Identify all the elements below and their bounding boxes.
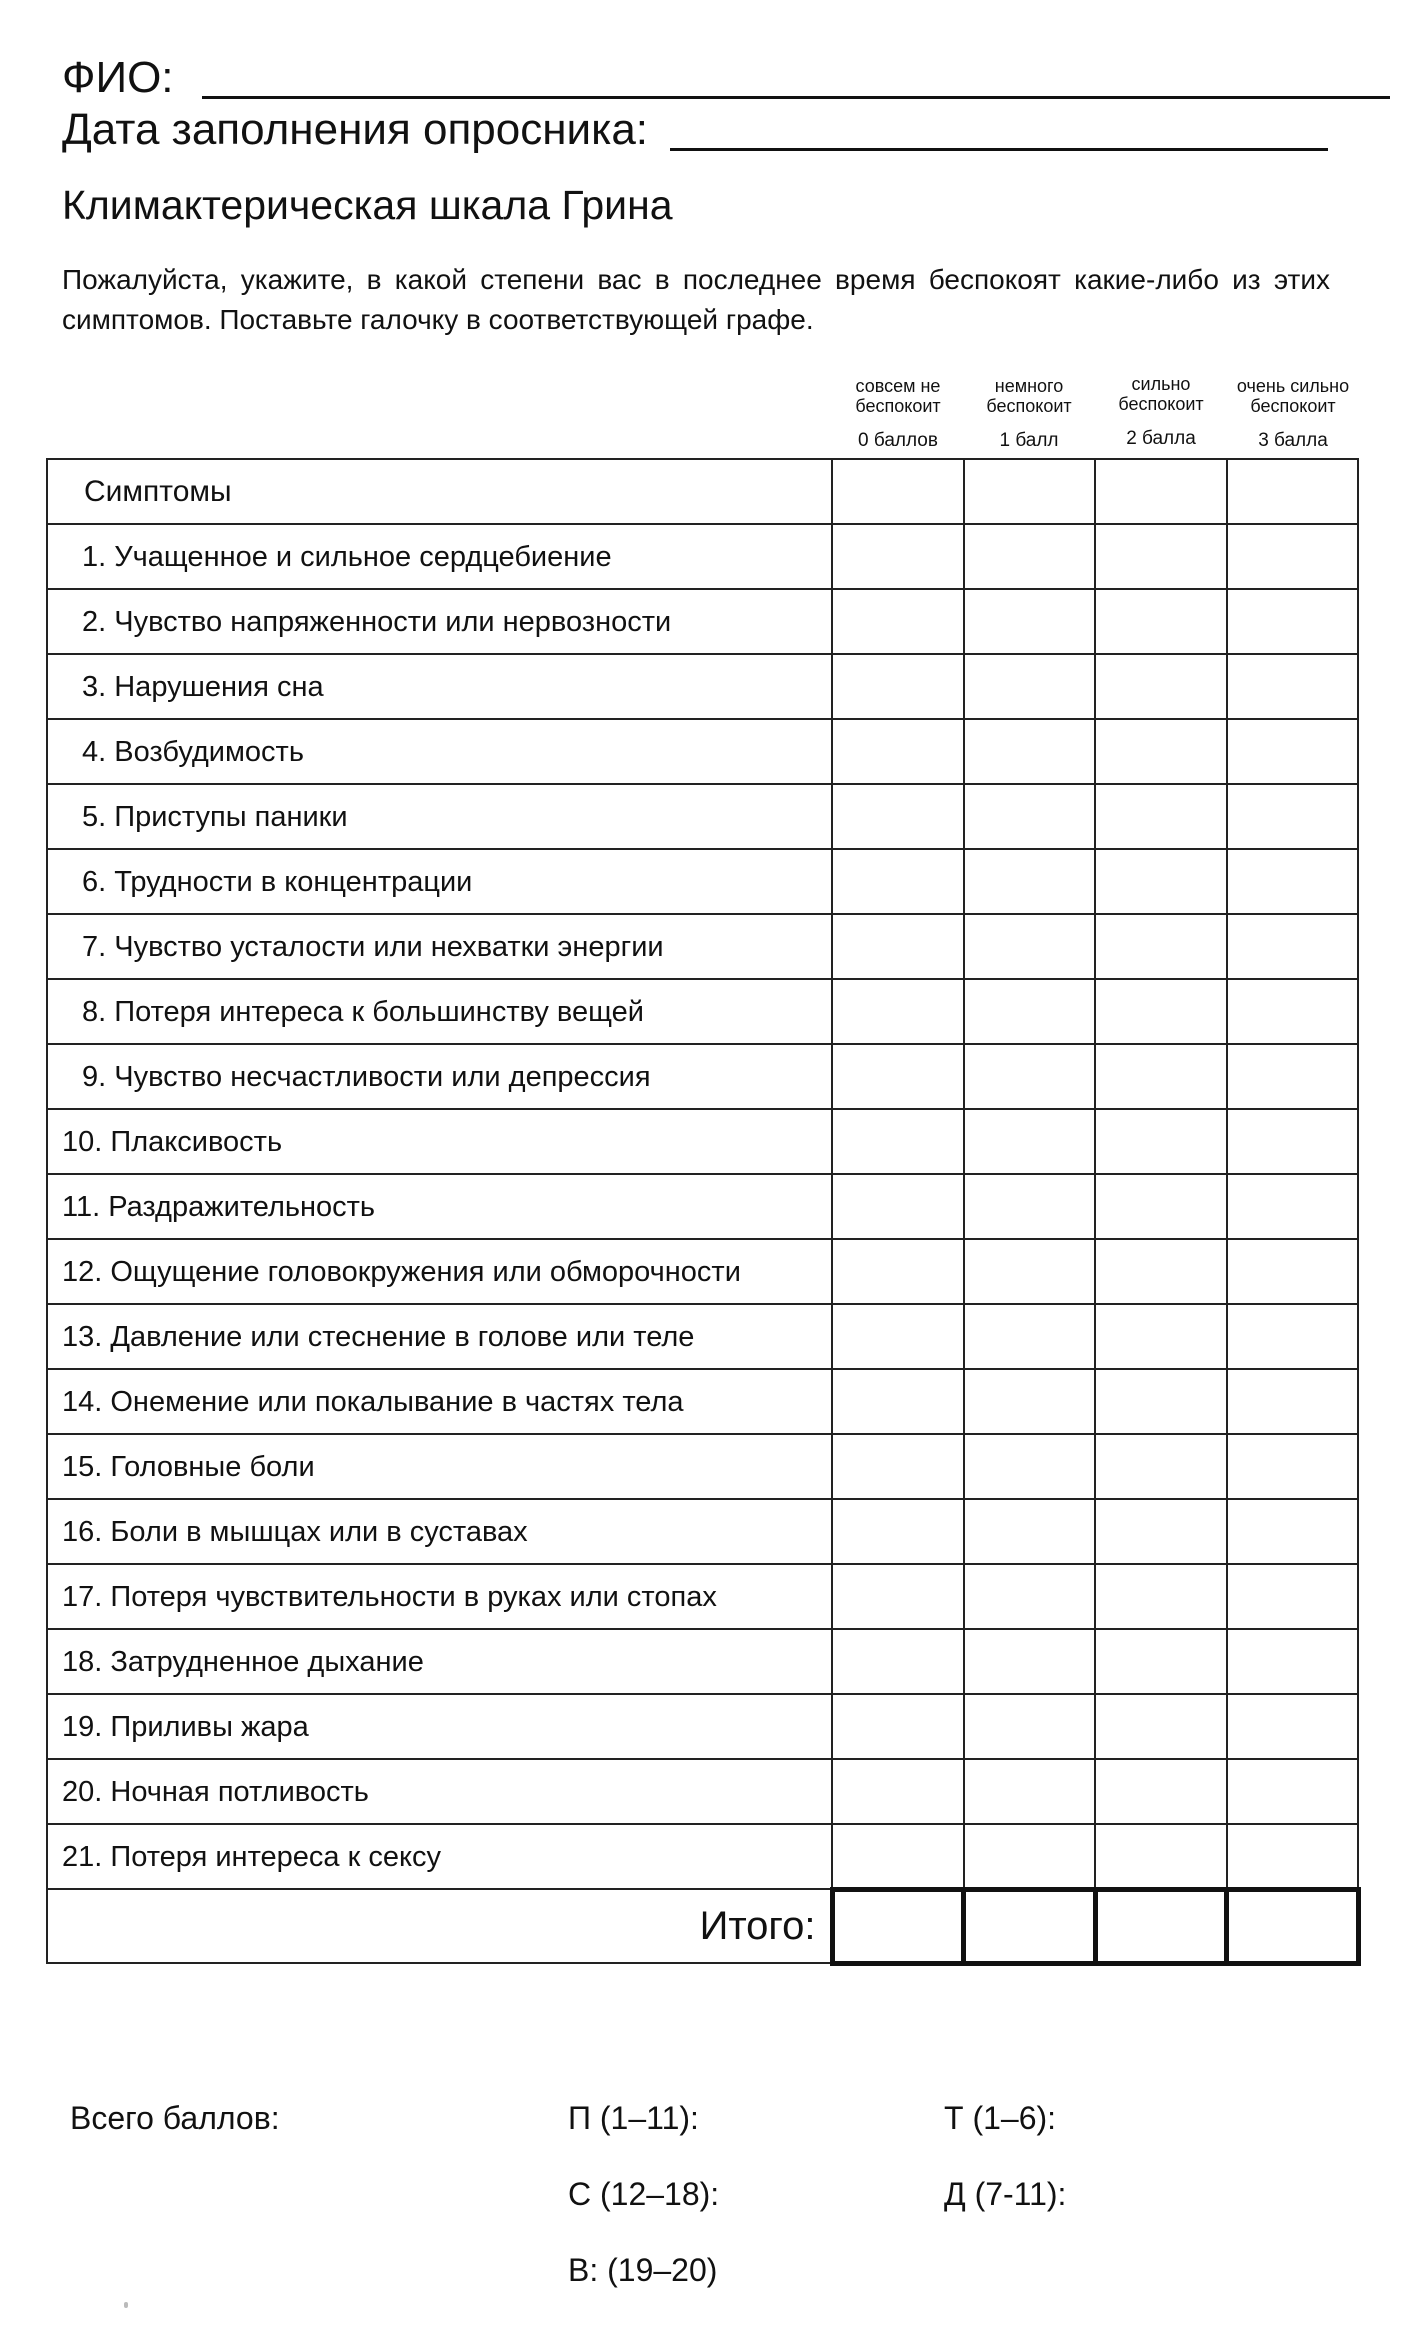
column-header-0 [832, 376, 964, 452]
answer-box-3[interactable] [1227, 1694, 1359, 1759]
table-row [47, 1174, 1358, 1239]
answer-box-0[interactable] [832, 1434, 964, 1499]
answer-box-3[interactable] [1227, 1369, 1359, 1434]
table-row [47, 1694, 1358, 1759]
answer-box-0[interactable] [832, 654, 964, 719]
total-box-2[interactable] [1095, 1889, 1227, 1963]
answer-box-1[interactable] [964, 979, 1096, 1044]
symptom-label: 21. Потеря интереса к сексу [47, 1824, 832, 1889]
symptom-label: 15. Головные боли [47, 1434, 832, 1499]
answer-box-0[interactable] [832, 1759, 964, 1824]
symptom-label: 16. Боли в мышцах или в суставах [47, 1499, 832, 1564]
symptom-label: 12. Ощущение головокружения или обморочности [47, 1239, 832, 1304]
answer-box-0[interactable] [832, 1369, 964, 1434]
fio-label: ФИО: [62, 53, 174, 102]
answer-box-2[interactable] [1095, 914, 1227, 979]
answer-box-2[interactable] [1095, 1824, 1227, 1889]
answer-box-2[interactable] [1095, 979, 1227, 1044]
column-header-1 [963, 376, 1095, 452]
answer-box-0[interactable] [832, 849, 964, 914]
table-row [47, 524, 1358, 589]
answer-box-3[interactable] [1227, 1109, 1359, 1174]
answer-box-1[interactable] [964, 1759, 1096, 1824]
answer-box-2[interactable] [1095, 1434, 1227, 1499]
answer-box-1[interactable] [964, 1369, 1096, 1434]
fio-field[interactable] [62, 52, 174, 104]
header-box [1095, 459, 1227, 524]
symptom-label: 11. Раздражительность [47, 1174, 832, 1239]
answer-box-1[interactable] [964, 589, 1096, 654]
answer-box-1[interactable] [964, 1694, 1096, 1759]
answer-box-2[interactable] [1095, 1369, 1227, 1434]
symptom-label: 14. Онемение или покалывание в частях тела [47, 1369, 832, 1434]
answer-box-3[interactable] [1227, 1174, 1359, 1239]
column-label-3: очень сильно беспокоит [1236, 376, 1350, 416]
column-label-0: совсем не беспокоит [855, 376, 941, 416]
answer-box-1[interactable] [964, 719, 1096, 784]
answer-box-0[interactable] [832, 979, 964, 1044]
answer-box-1[interactable] [964, 1304, 1096, 1369]
answer-box-3[interactable] [1227, 1304, 1359, 1369]
answer-box-0[interactable] [832, 1174, 964, 1239]
answer-box-3[interactable] [1227, 1239, 1359, 1304]
symptom-label: 2. Чувство напряженности или нервозности [47, 589, 832, 654]
symptom-label: 20. Ночная потливость [47, 1759, 832, 1824]
answer-box-0[interactable] [832, 719, 964, 784]
table-header-row [47, 459, 1358, 524]
answer-box-0[interactable] [832, 1109, 964, 1174]
symptom-label: 4. Возбудимость [47, 719, 832, 784]
symptoms-header: Симптомы [47, 459, 832, 524]
column-score-0: 0 баллов [858, 430, 938, 451]
answer-box-1[interactable] [964, 1239, 1096, 1304]
answer-box-1[interactable] [964, 1499, 1096, 1564]
table-row [47, 1304, 1358, 1369]
header-box [832, 459, 964, 524]
column-label-2: сильно беспокоит [1118, 374, 1204, 414]
symptom-label: 6. Трудности в концентрации [47, 849, 832, 914]
form-title: Климактерическая шкала Грина [62, 182, 673, 228]
total-box-1[interactable] [964, 1889, 1096, 1963]
answer-box-2[interactable] [1095, 1109, 1227, 1174]
symptom-table [46, 458, 1361, 1966]
column-header-3 [1227, 376, 1359, 452]
answer-box-1[interactable] [964, 784, 1096, 849]
symptom-label: 5. Приступы паники [47, 784, 832, 849]
answer-box-0[interactable] [832, 1044, 964, 1109]
column-label-1: немного беспокоит [986, 376, 1072, 416]
table-row [47, 1109, 1358, 1174]
answer-box-2[interactable] [1095, 1694, 1227, 1759]
answer-box-2[interactable] [1095, 1044, 1227, 1109]
answer-box-1[interactable] [964, 1629, 1096, 1694]
answer-box-2[interactable] [1095, 589, 1227, 654]
answer-box-3[interactable] [1227, 1499, 1359, 1564]
answer-box-3[interactable] [1227, 914, 1359, 979]
symptom-label: 7. Чувство усталости или нехватки энергии [47, 914, 832, 979]
column-header-2 [1095, 376, 1227, 450]
table-row [47, 654, 1358, 719]
answer-box-1[interactable] [964, 849, 1096, 914]
answer-box-1[interactable] [964, 914, 1096, 979]
table-row [47, 1824, 1358, 1889]
answer-box-0[interactable] [832, 1304, 964, 1369]
answer-box-1[interactable] [964, 1564, 1096, 1629]
answer-box-0[interactable] [832, 1694, 964, 1759]
column-score-2: 2 балла [1126, 428, 1196, 449]
answer-box-3[interactable] [1227, 589, 1359, 654]
table-row [47, 1434, 1358, 1499]
table-row [47, 1369, 1358, 1434]
answer-box-3[interactable] [1227, 979, 1359, 1044]
symptom-label: 17. Потеря чувствительности в руках или стопах [47, 1564, 832, 1629]
answer-box-2[interactable] [1095, 1564, 1227, 1629]
answer-box-2[interactable] [1095, 1174, 1227, 1239]
answer-box-2[interactable] [1095, 1499, 1227, 1564]
answer-box-2[interactable] [1095, 1304, 1227, 1369]
symptom-label: 1. Учащенное и сильное сердцебиение [47, 524, 832, 589]
symptom-label: 18. Затрудненное дыхание [47, 1629, 832, 1694]
answer-box-0[interactable] [832, 524, 964, 589]
answer-box-1[interactable] [964, 524, 1096, 589]
table-row [47, 979, 1358, 1044]
answer-box-3[interactable] [1227, 1759, 1359, 1824]
answer-box-2[interactable] [1095, 784, 1227, 849]
intro-text: Пожалуйста, укажите, в какой степени вас в последнее время беспокоят какие-либо из этих симптомов. Поставьте галочку в соответствующей графе. [62, 264, 1330, 335]
answer-box-3[interactable] [1227, 524, 1359, 589]
s-subscale-label: С (12–18): [568, 2176, 720, 2212]
answer-box-2[interactable] [1095, 654, 1227, 719]
answer-box-3[interactable] [1227, 849, 1359, 914]
symptom-label: 13. Давление или стеснение в голове или теле [47, 1304, 832, 1369]
answer-box-1[interactable] [964, 1434, 1096, 1499]
answer-box-0[interactable] [832, 1629, 964, 1694]
answer-box-2[interactable] [1095, 849, 1227, 914]
answer-box-1[interactable] [964, 1109, 1096, 1174]
table-row [47, 849, 1358, 914]
header-box [964, 459, 1096, 524]
answer-box-0[interactable] [832, 589, 964, 654]
symptom-label: 19. Приливы жара [47, 1694, 832, 1759]
answer-box-2[interactable] [1095, 1629, 1227, 1694]
table-row [47, 1759, 1358, 1824]
p-subscale-label: П (1–11): [568, 2100, 699, 2136]
column-score-3: 3 балла [1258, 430, 1328, 451]
answer-box-0[interactable] [832, 1564, 964, 1629]
date-underline [670, 148, 1328, 151]
symptom-label: 10. Плаксивость [47, 1109, 832, 1174]
answer-box-3[interactable] [1227, 654, 1359, 719]
answer-box-3[interactable] [1227, 1044, 1359, 1109]
answer-box-0[interactable] [832, 1499, 964, 1564]
answer-box-0[interactable] [832, 1824, 964, 1889]
answer-box-1[interactable] [964, 1824, 1096, 1889]
answer-box-3[interactable] [1227, 784, 1359, 849]
date-field[interactable] [62, 104, 648, 156]
symptom-label: 3. Нарушения сна [47, 654, 832, 719]
answer-box-1[interactable] [964, 1174, 1096, 1239]
header-box [1227, 459, 1359, 524]
total-row [47, 1889, 1358, 1963]
table-row [47, 914, 1358, 979]
t-subscale-label: Т (1–6): [944, 2100, 1057, 2136]
total-label: Итого: [47, 1889, 832, 1963]
answer-box-3[interactable] [1227, 1629, 1359, 1694]
table-row [47, 784, 1358, 849]
table-row [47, 719, 1358, 784]
answer-box-2[interactable] [1095, 524, 1227, 589]
answer-box-2[interactable] [1095, 1239, 1227, 1304]
answer-box-0[interactable] [832, 914, 964, 979]
answer-box-2[interactable] [1095, 719, 1227, 784]
column-score-1: 1 балл [999, 430, 1059, 451]
answer-box-1[interactable] [964, 1044, 1096, 1109]
fio-underline [202, 96, 1390, 99]
table-row [47, 589, 1358, 654]
page-mark [124, 2302, 128, 2308]
table-row [47, 1499, 1358, 1564]
total-box-3[interactable] [1227, 1889, 1359, 1963]
table-row [47, 1629, 1358, 1694]
total-box-0[interactable] [832, 1889, 964, 1963]
total-score-label: Всего баллов: [70, 2100, 280, 2136]
v-subscale-label: В: (19–20) [568, 2252, 718, 2288]
answer-box-3[interactable] [1227, 1434, 1359, 1499]
symptom-label: 8. Потеря интереса к большинству вещей [47, 979, 832, 1044]
answer-box-3[interactable] [1227, 719, 1359, 784]
d-subscale-label: Д (7-11): [944, 2176, 1067, 2212]
symptom-label: 9. Чувство несчастливости или депрессия [47, 1044, 832, 1109]
answer-box-0[interactable] [832, 784, 964, 849]
table-row [47, 1239, 1358, 1304]
table-row [47, 1564, 1358, 1629]
answer-box-0[interactable] [832, 1239, 964, 1304]
answer-box-3[interactable] [1227, 1824, 1359, 1889]
answer-box-3[interactable] [1227, 1564, 1359, 1629]
answer-box-2[interactable] [1095, 1759, 1227, 1824]
answer-box-1[interactable] [964, 654, 1096, 719]
date-label: Дата заполнения опросника: [62, 105, 649, 154]
table-row [47, 1044, 1358, 1109]
